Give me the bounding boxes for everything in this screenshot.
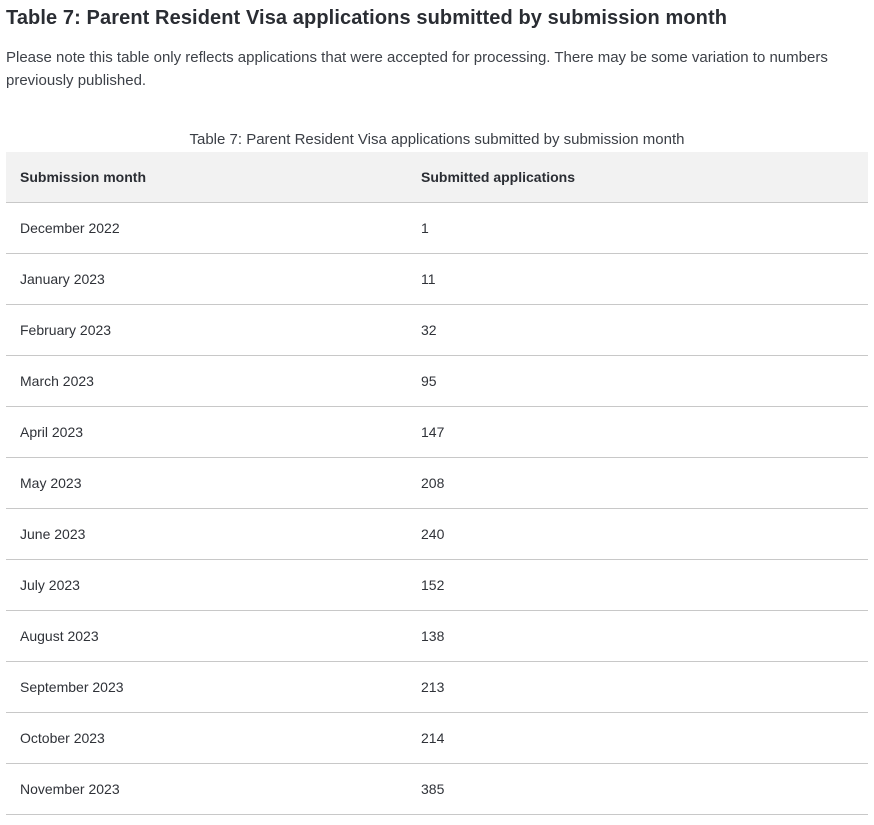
table-row [6,713,868,764]
table-row [6,254,868,305]
header-submission-month: Submission month [6,152,407,203]
table-body [6,203,868,815]
cell-month: August 2023 [6,611,407,662]
cell-count: 240 [407,509,868,560]
cell-month: July 2023 [6,560,407,611]
cell-month: January 2023 [6,254,407,305]
cell-month: October 2023 [6,713,407,764]
cell-count: 11 [407,254,868,305]
table-row [6,305,868,356]
table-row [6,560,868,611]
cell-count: 213 [407,662,868,713]
table-row [6,458,868,509]
cell-count: 147 [407,407,868,458]
cell-month: November 2023 [6,764,407,815]
cell-count: 214 [407,713,868,764]
table-row [6,407,868,458]
table-row [6,203,868,254]
cell-count: 1 [407,203,868,254]
cell-count: 385 [407,764,868,815]
page-heading: Table 7: Parent Resident Visa applications submitted by submission month [6,7,728,29]
table-row [6,356,868,407]
cell-count: 152 [407,560,868,611]
cell-count: 95 [407,356,868,407]
table-row [6,662,868,713]
cell-month: September 2023 [6,662,407,713]
cell-month: February 2023 [6,305,407,356]
table-header-row [6,152,868,203]
table-row [6,509,868,560]
cell-count: 138 [407,611,868,662]
table-row [6,764,868,815]
cell-count: 208 [407,458,868,509]
cell-month: December 2022 [6,203,407,254]
header-submitted-applications: Submitted applications [407,152,868,203]
cell-month: May 2023 [6,458,407,509]
table-row [6,611,868,662]
table-caption: Table 7: Parent Resident Visa applications submitted by submission month [189,131,685,148]
cell-count: 32 [407,305,868,356]
table-header [6,152,868,203]
applications-table [6,152,868,815]
cell-month: June 2023 [6,509,407,560]
table-note: Please note this table only reflects applications that were accepted for processing. There may be some variation to numbers previously published. [6,49,828,89]
cell-month: March 2023 [6,356,407,407]
cell-month: April 2023 [6,407,407,458]
